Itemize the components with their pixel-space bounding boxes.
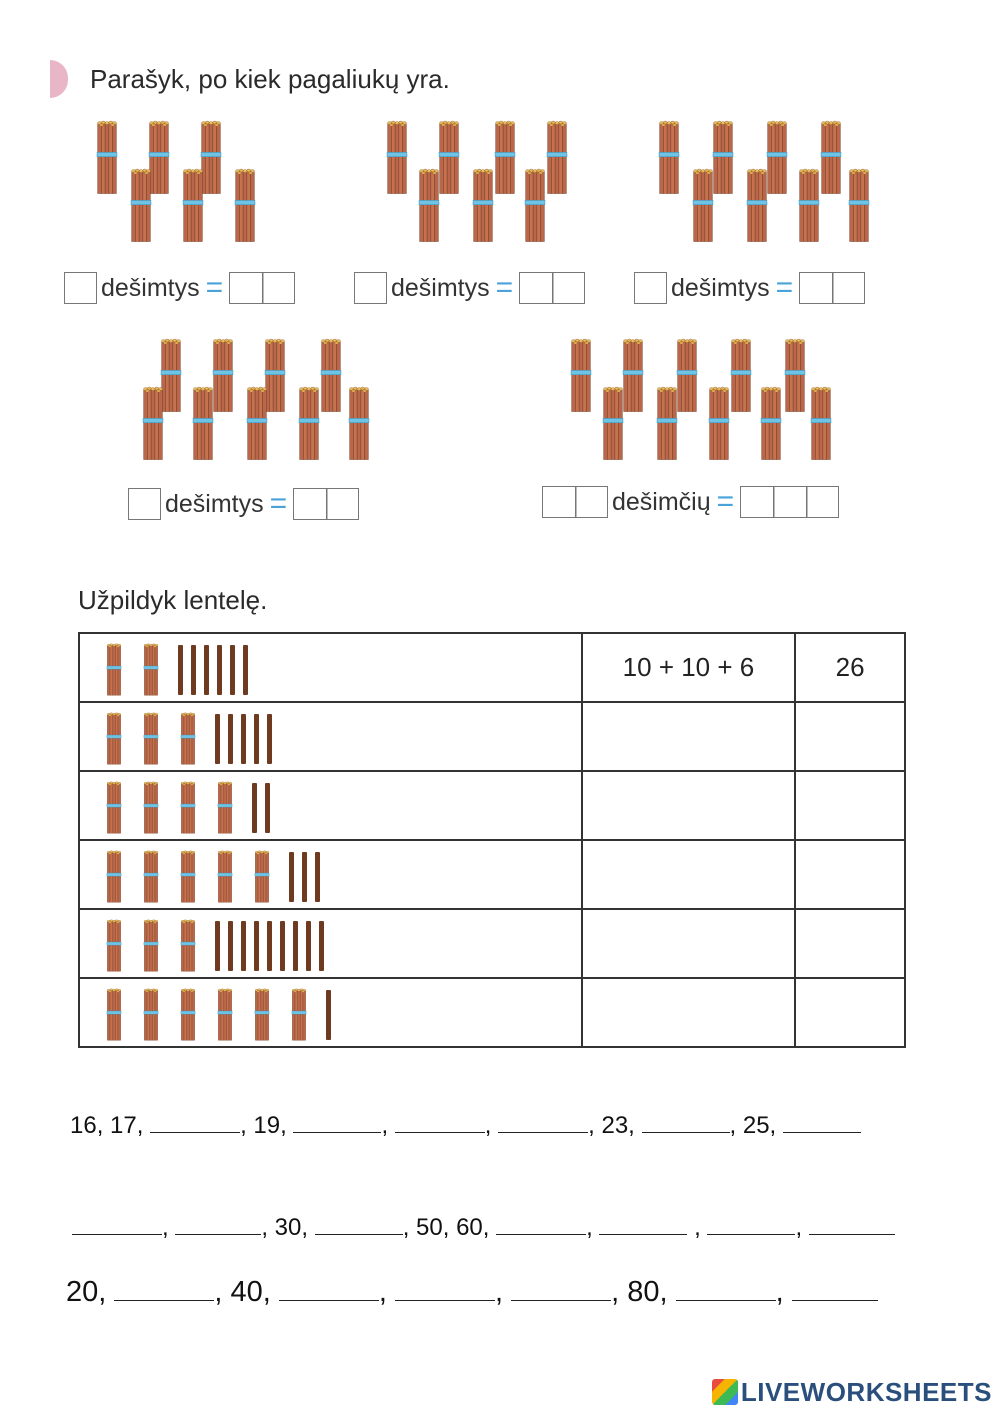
bundle-icon bbox=[102, 919, 126, 973]
answer-blank[interactable] bbox=[150, 1132, 240, 1133]
bundle-picture bbox=[102, 709, 581, 765]
bundle-icon bbox=[139, 988, 163, 1042]
bundle-picture bbox=[102, 985, 581, 1041]
total-cell[interactable]: 26 bbox=[795, 633, 905, 702]
bundle-icon bbox=[139, 643, 163, 697]
bundle-icon bbox=[380, 120, 414, 196]
brand-logo-icon bbox=[712, 1379, 738, 1405]
number-input[interactable] bbox=[519, 272, 585, 304]
bundle-picture-cell bbox=[79, 702, 582, 771]
answer-blank[interactable] bbox=[114, 1300, 214, 1301]
brand-name: LIVEWORKSHEETS bbox=[740, 1377, 992, 1407]
bundle-icon bbox=[342, 386, 376, 462]
total-cell[interactable] bbox=[795, 771, 905, 840]
seq-text: , bbox=[586, 1214, 593, 1241]
bundle-icon bbox=[686, 168, 720, 244]
equals-sign: = bbox=[716, 485, 735, 518]
single-stick-icon bbox=[252, 783, 257, 833]
expression-cell[interactable] bbox=[582, 840, 796, 909]
seq-text: , 50, 60, bbox=[402, 1214, 490, 1241]
answer-row-4 bbox=[128, 488, 359, 520]
single-stick-icon bbox=[241, 714, 246, 764]
single-stick-icon bbox=[280, 921, 285, 971]
bundle-icon bbox=[90, 120, 124, 196]
seq-text: 20, bbox=[66, 1276, 107, 1308]
seq-text: , bbox=[495, 1276, 504, 1308]
answer-row-1 bbox=[64, 272, 295, 304]
single-stick-icon bbox=[293, 921, 298, 971]
single-stick-icon bbox=[302, 852, 307, 902]
bundle-picture-cell bbox=[79, 771, 582, 840]
tens-word: dešimčių bbox=[612, 487, 711, 516]
bundle-icon bbox=[136, 386, 170, 462]
bundle-icon bbox=[240, 386, 274, 462]
sequence-line-2 bbox=[72, 1214, 895, 1242]
single-stick-icon bbox=[306, 921, 311, 971]
single-stick-icon bbox=[204, 645, 209, 695]
task2-heading: Užpildyk lentelę. bbox=[78, 585, 268, 615]
answer-blank[interactable] bbox=[599, 1234, 687, 1235]
number-input[interactable] bbox=[293, 488, 359, 520]
answer-blank[interactable] bbox=[707, 1234, 795, 1235]
answer-blank[interactable] bbox=[511, 1300, 611, 1301]
expression-cell[interactable]: 10 + 10 + 6 bbox=[582, 633, 796, 702]
equals-sign: = bbox=[775, 271, 794, 304]
bundle-icon bbox=[412, 168, 446, 244]
equals-sign: = bbox=[269, 487, 288, 520]
bundle-icon bbox=[652, 120, 686, 196]
bundle-picture bbox=[102, 640, 581, 696]
equals-sign: = bbox=[205, 271, 224, 304]
answer-blank[interactable] bbox=[809, 1234, 895, 1235]
bundle-icon bbox=[124, 168, 158, 244]
answer-blank[interactable] bbox=[395, 1300, 495, 1301]
bundle-icon bbox=[176, 919, 200, 973]
bundle-picture-cell bbox=[79, 840, 582, 909]
number-input[interactable] bbox=[799, 272, 865, 304]
single-stick-icon bbox=[315, 852, 320, 902]
bundle-icon bbox=[213, 988, 237, 1042]
bundle-icon bbox=[176, 850, 200, 904]
seq-text: , bbox=[381, 1112, 389, 1139]
seq-text: , bbox=[484, 1112, 492, 1139]
bundle-icon bbox=[102, 850, 126, 904]
bundle-icon bbox=[564, 338, 598, 414]
sequence-line-3 bbox=[66, 1276, 878, 1309]
seq-text: , 25, bbox=[729, 1112, 777, 1139]
bundle-icon bbox=[596, 386, 630, 462]
answer-blank[interactable] bbox=[496, 1234, 586, 1235]
single-stick-icon bbox=[215, 714, 220, 764]
bundle-icon bbox=[102, 643, 126, 697]
total-cell[interactable] bbox=[795, 840, 905, 909]
single-stick-icon bbox=[265, 783, 270, 833]
answer-row-2 bbox=[354, 272, 585, 304]
bundle-icon bbox=[186, 386, 220, 462]
tens-input[interactable] bbox=[542, 486, 608, 518]
bundle-icon bbox=[102, 712, 126, 766]
bundle-icon bbox=[754, 386, 788, 462]
bundle-icon bbox=[250, 988, 274, 1042]
tens-word: dešimtys bbox=[165, 489, 264, 518]
total-cell[interactable] bbox=[795, 702, 905, 771]
task1-heading: Parašyk, po kiek pagaliukų yra. bbox=[90, 64, 450, 94]
expression-cell[interactable] bbox=[582, 702, 796, 771]
single-stick-icon bbox=[289, 852, 294, 902]
seq-text: , bbox=[775, 1276, 784, 1308]
bundle-icon bbox=[102, 988, 126, 1042]
total-cell[interactable] bbox=[795, 909, 905, 978]
answer-blank[interactable] bbox=[498, 1132, 588, 1133]
answer-blank[interactable] bbox=[783, 1132, 861, 1133]
expression-cell[interactable] bbox=[582, 978, 796, 1047]
single-stick-icon bbox=[254, 714, 259, 764]
tens-word: dešimtys bbox=[671, 273, 770, 302]
bundle-icon bbox=[792, 168, 826, 244]
seq-text: , bbox=[795, 1214, 803, 1241]
tens-input[interactable] bbox=[128, 488, 161, 520]
sequence-line-1 bbox=[70, 1112, 861, 1140]
table-row bbox=[79, 909, 905, 978]
expression-cell[interactable] bbox=[582, 909, 796, 978]
single-stick-icon bbox=[241, 921, 246, 971]
bundle-icon bbox=[804, 386, 838, 462]
fill-table bbox=[78, 632, 906, 1048]
bundle-icon bbox=[287, 988, 311, 1042]
bundle-icon bbox=[842, 168, 876, 244]
bundle-icon bbox=[250, 850, 274, 904]
tens-input[interactable] bbox=[64, 272, 97, 304]
bundle-picture-cell bbox=[79, 978, 582, 1047]
bundle-icon bbox=[740, 168, 774, 244]
tens-input[interactable] bbox=[354, 272, 387, 304]
bundle-icon bbox=[650, 386, 684, 462]
table-row bbox=[79, 702, 905, 771]
seq-text: , bbox=[378, 1276, 387, 1308]
bundle-icon bbox=[292, 386, 326, 462]
number-input[interactable] bbox=[740, 486, 839, 518]
answer-blank[interactable] bbox=[792, 1300, 878, 1301]
bundle-picture bbox=[102, 778, 581, 834]
bundle-icon bbox=[213, 850, 237, 904]
total-cell[interactable] bbox=[795, 978, 905, 1047]
table-row bbox=[79, 771, 905, 840]
seq-text: , bbox=[687, 1214, 701, 1241]
bundle-icon bbox=[102, 781, 126, 835]
equals-sign: = bbox=[495, 271, 514, 304]
answer-blank[interactable] bbox=[395, 1132, 485, 1133]
answer-blank[interactable] bbox=[642, 1132, 730, 1133]
single-stick-icon bbox=[178, 645, 183, 695]
answer-blank[interactable] bbox=[279, 1300, 379, 1301]
answer-blank[interactable] bbox=[175, 1234, 261, 1235]
bundle-icon bbox=[518, 168, 552, 244]
answer-blank[interactable] bbox=[72, 1234, 162, 1235]
single-stick-icon bbox=[254, 921, 259, 971]
bundle-picture-cell bbox=[79, 909, 582, 978]
bundle-icon bbox=[139, 712, 163, 766]
single-stick-icon bbox=[326, 990, 331, 1040]
answer-row-5 bbox=[542, 486, 839, 518]
task-marker bbox=[50, 60, 68, 98]
answer-row-3 bbox=[634, 272, 865, 304]
bundle-icon bbox=[139, 919, 163, 973]
bundle-icon bbox=[176, 988, 200, 1042]
seq-text: , 30, bbox=[261, 1214, 309, 1241]
single-stick-icon bbox=[191, 645, 196, 695]
bundle-icon bbox=[702, 386, 736, 462]
bundle-picture-cell bbox=[79, 633, 582, 702]
seq-text: , 23, bbox=[588, 1112, 635, 1139]
answer-blank[interactable] bbox=[315, 1234, 403, 1235]
bundle-picture bbox=[102, 847, 581, 903]
seq-text: , 40, bbox=[214, 1276, 271, 1308]
bundle-icon bbox=[228, 168, 262, 244]
seq-text: , bbox=[162, 1214, 169, 1241]
single-stick-icon bbox=[217, 645, 222, 695]
single-stick-icon bbox=[243, 645, 248, 695]
single-stick-icon bbox=[228, 714, 233, 764]
tens-word: dešimtys bbox=[101, 273, 200, 302]
bundle-icon bbox=[176, 168, 210, 244]
tens-input[interactable] bbox=[634, 272, 667, 304]
single-stick-icon bbox=[215, 921, 220, 971]
table-row bbox=[79, 633, 905, 702]
single-stick-icon bbox=[267, 921, 272, 971]
single-stick-icon bbox=[230, 645, 235, 695]
bundle-icon bbox=[176, 781, 200, 835]
single-stick-icon bbox=[267, 714, 272, 764]
table-row bbox=[79, 978, 905, 1047]
table-row bbox=[79, 840, 905, 909]
answer-blank[interactable] bbox=[293, 1132, 381, 1133]
single-stick-icon bbox=[228, 921, 233, 971]
expression-cell[interactable] bbox=[582, 771, 796, 840]
bundle-icon bbox=[466, 168, 500, 244]
bundle-icon bbox=[139, 781, 163, 835]
answer-blank[interactable] bbox=[676, 1300, 776, 1301]
tens-word: dešimtys bbox=[391, 273, 490, 302]
number-input[interactable] bbox=[229, 272, 295, 304]
seq-text: 16, 17, bbox=[70, 1112, 144, 1139]
brand-footer bbox=[712, 1377, 992, 1408]
seq-text: , 19, bbox=[240, 1112, 287, 1139]
bundle-icon bbox=[176, 712, 200, 766]
seq-text: , 80, bbox=[611, 1276, 668, 1308]
bundle-icon bbox=[139, 850, 163, 904]
single-stick-icon bbox=[319, 921, 324, 971]
bundle-picture bbox=[102, 916, 581, 972]
bundle-icon bbox=[213, 781, 237, 835]
